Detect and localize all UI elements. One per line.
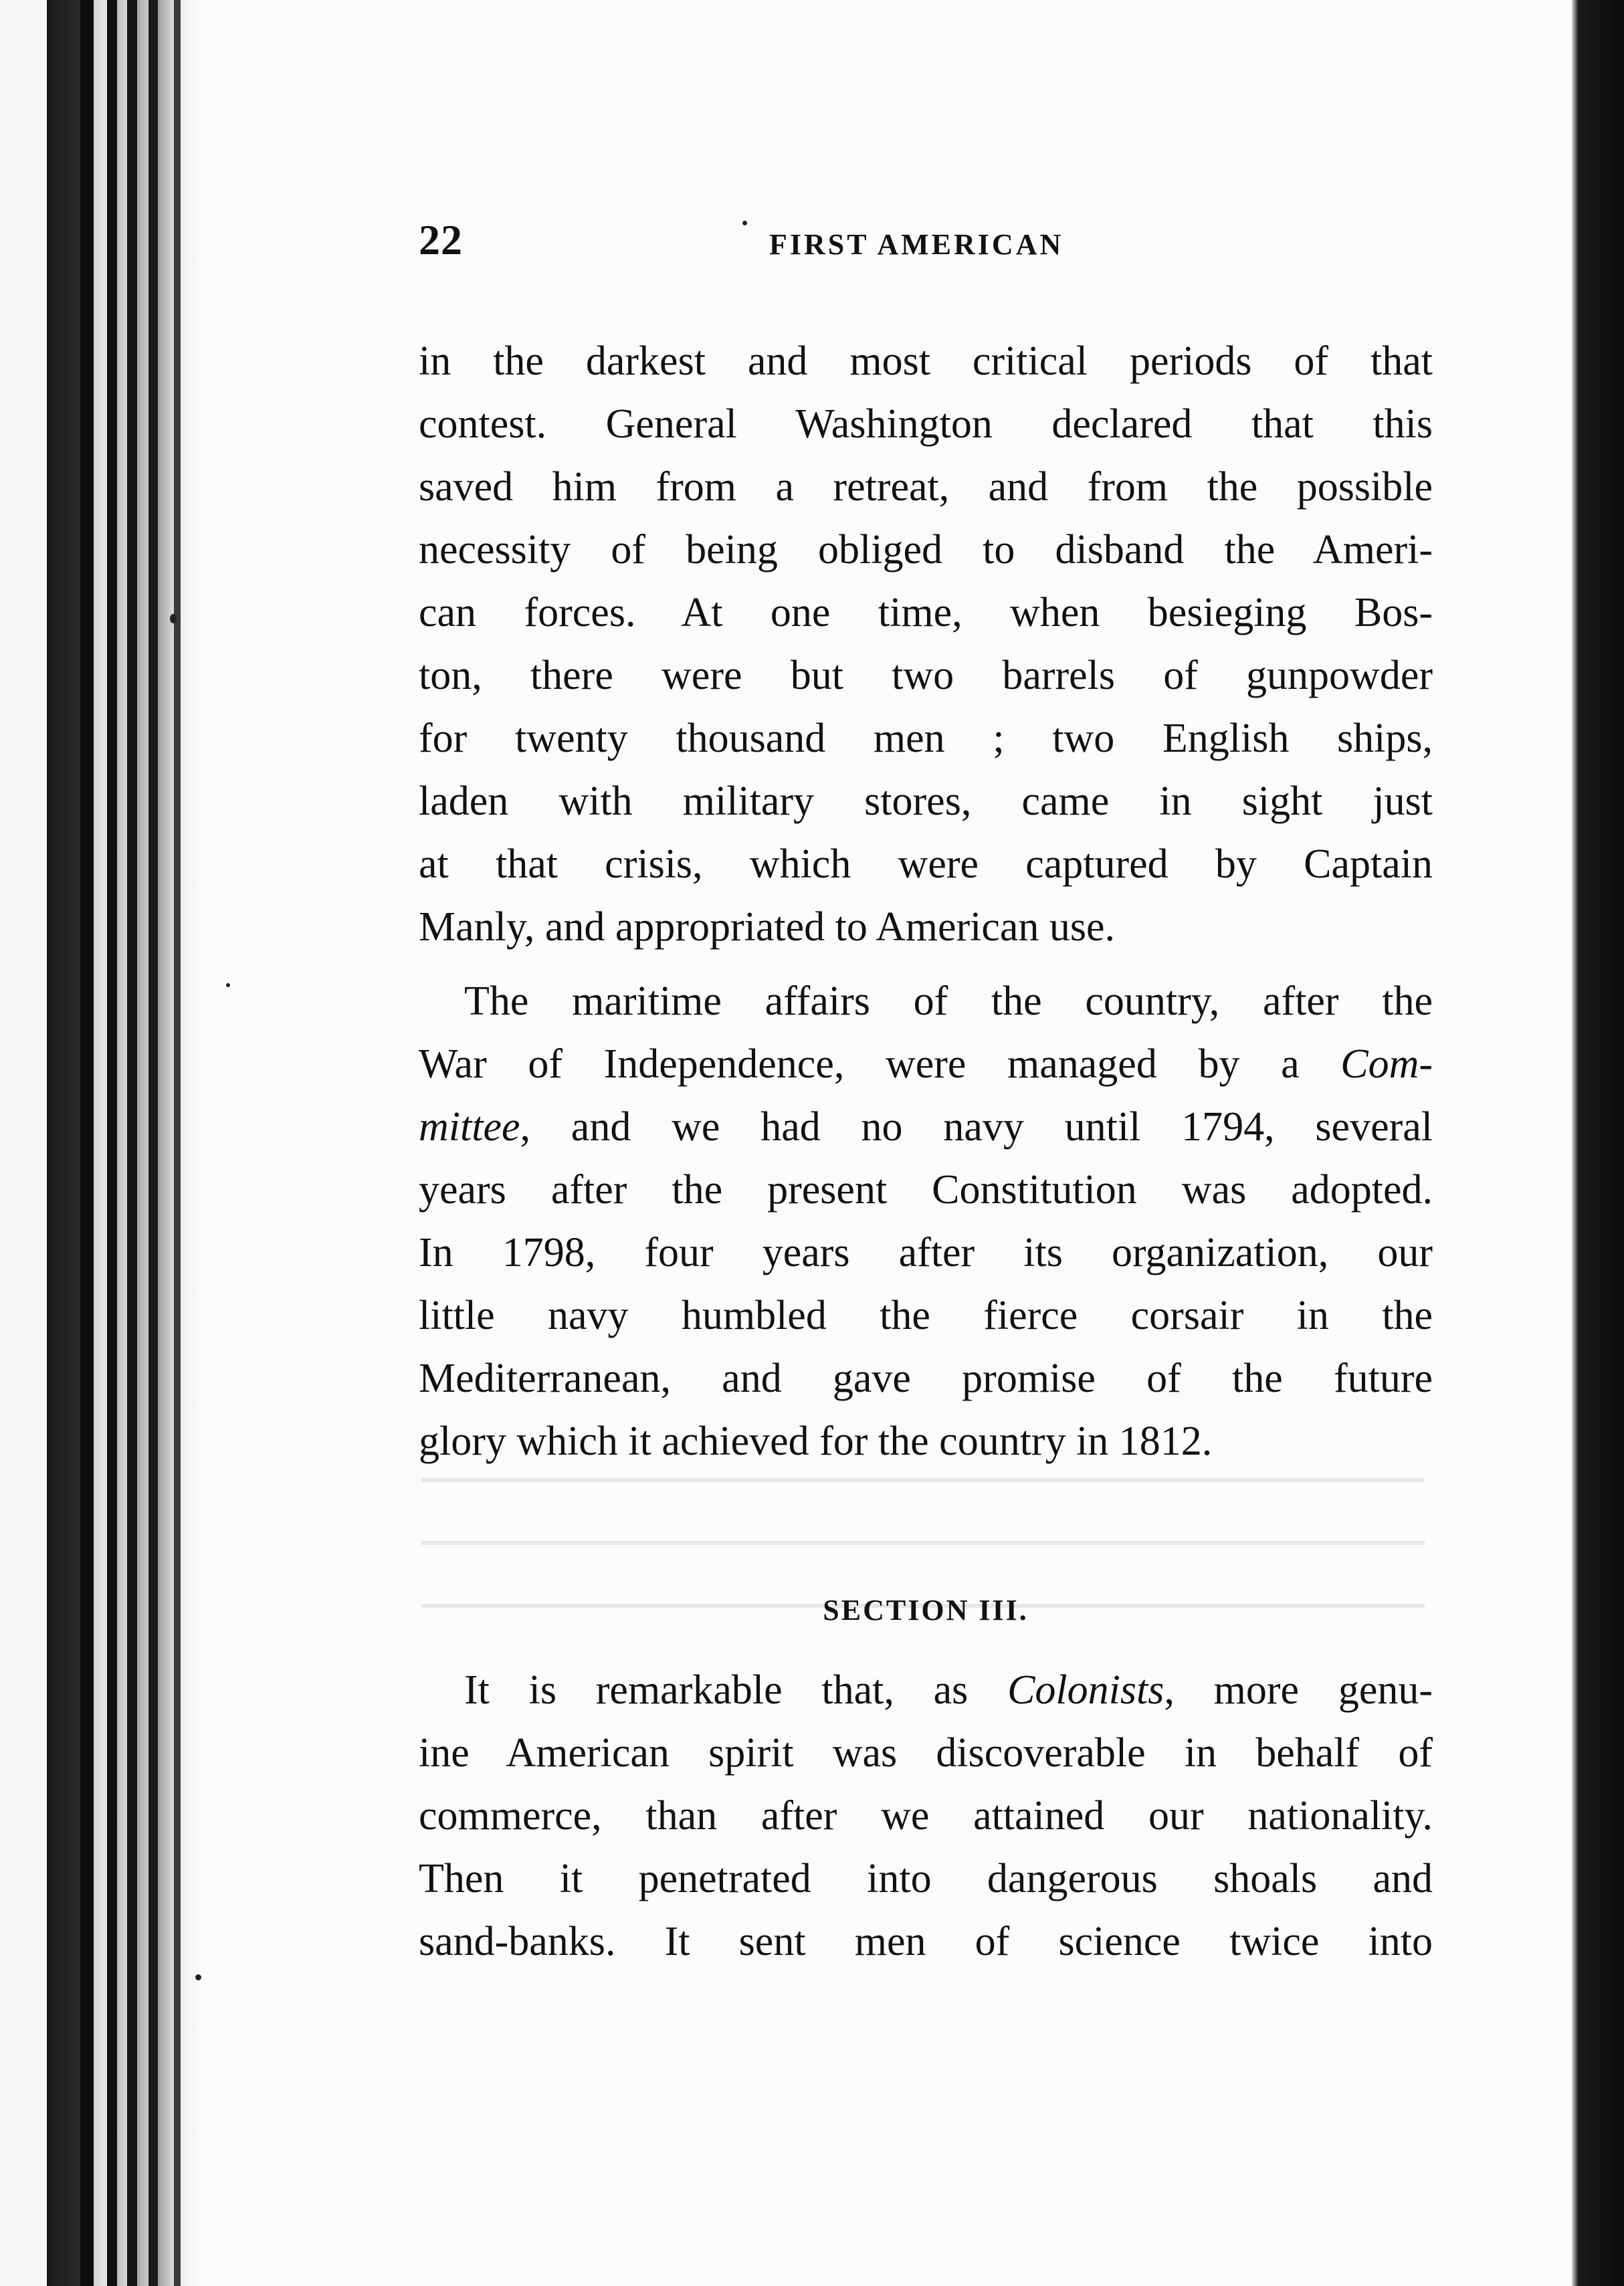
text-line bbox=[419, 1096, 1433, 1158]
text-line: Manly, and appropriated to American use. bbox=[419, 904, 1116, 950]
ink-speck bbox=[195, 1974, 201, 1980]
text-line: years after the present Constitution was adopted. bbox=[419, 1167, 1433, 1213]
page-number: 22 bbox=[419, 216, 463, 264]
text-line: contest. General Washington declared that this bbox=[419, 401, 1433, 447]
text-line: ton, there were but two barrels of gunpowder bbox=[419, 653, 1433, 698]
ink-speck bbox=[170, 614, 177, 623]
text-line: The maritime affairs of the country, after the bbox=[464, 978, 1433, 1024]
text-line: can forces. At one time, when besieging Bos- bbox=[419, 590, 1433, 635]
running-header bbox=[419, 215, 1433, 276]
text-line: In 1798, four years after its organization, our bbox=[419, 1230, 1433, 1275]
text-line: little navy humbled the fierce corsair in the bbox=[419, 1293, 1433, 1338]
italic-run: Com- bbox=[1340, 1041, 1433, 1087]
text-run: , more genu- bbox=[1164, 1667, 1433, 1713]
scan-right-border bbox=[1572, 0, 1624, 2286]
text-line: in the darkest and most critical periods of that bbox=[419, 338, 1433, 384]
text-line bbox=[419, 1033, 1433, 1096]
paragraph-continuation bbox=[419, 330, 1433, 958]
text-line: Mediterranean, and gave promise of the future bbox=[419, 1356, 1433, 1401]
text-line bbox=[419, 1659, 1433, 1722]
ink-speck bbox=[742, 221, 747, 225]
text-line: commerce, than after we attained our nationality. bbox=[419, 1793, 1433, 1839]
section-heading: SECTION III. bbox=[823, 1594, 1029, 1627]
text-line: saved him from a retreat, and from the possible bbox=[419, 464, 1433, 510]
text-line: at that crisis, which were captured by Captain bbox=[419, 841, 1433, 887]
text-run: War of Independence, were managed by a bbox=[419, 1041, 1341, 1087]
running-title: FIRST AMERICAN bbox=[769, 228, 1064, 261]
text-line: for twenty thousand men ; two English ships, bbox=[419, 716, 1433, 761]
text-run: It is remarkable that, as bbox=[464, 1667, 1008, 1713]
italic-run: Colonists bbox=[1007, 1667, 1164, 1713]
italic-run: mittee bbox=[419, 1104, 520, 1150]
text-line: laden with military stores, came in sight just bbox=[419, 778, 1433, 824]
book-spine-edge bbox=[0, 0, 201, 2286]
text-line: glory which it achieved for the country in 1812. bbox=[419, 1419, 1213, 1464]
ink-speck bbox=[226, 983, 230, 987]
text-line: sand-banks. It sent men of science twice into bbox=[419, 1919, 1433, 1964]
text-run: , and we had no navy until 1794, several bbox=[520, 1104, 1433, 1150]
paragraph-maritime-affairs bbox=[419, 970, 1433, 1473]
text-line: Then it penetrated into dangerous shoals and bbox=[419, 1856, 1433, 1901]
paragraph-colonists bbox=[419, 1659, 1433, 1973]
text-line: ine American spirit was discoverable in behalf of bbox=[419, 1730, 1433, 1776]
text-line: necessity of being obliged to disband the Ameri- bbox=[419, 527, 1433, 573]
